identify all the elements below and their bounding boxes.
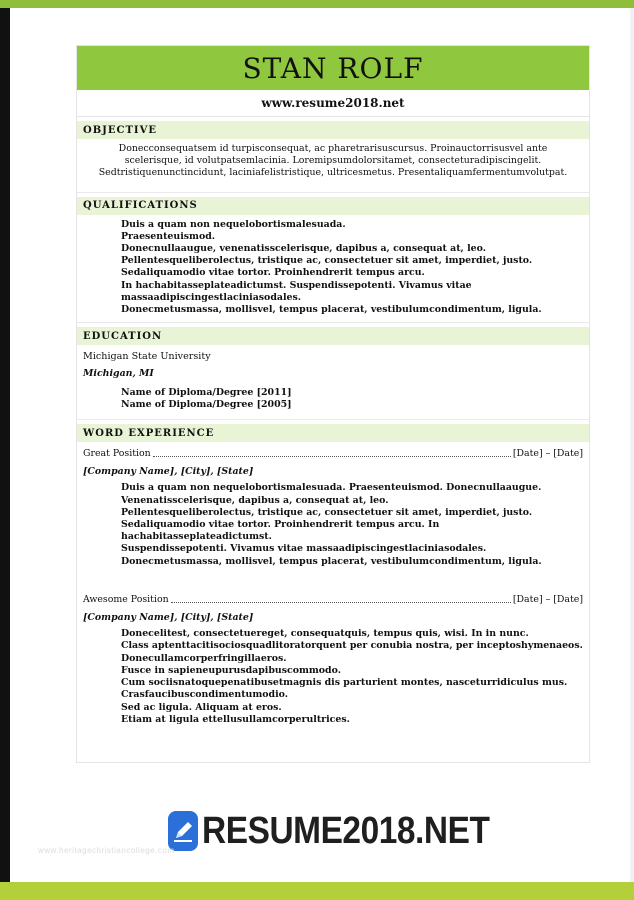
objective-line: scelerisque, id volutpatsemlacinia. Loremipsumdolorsitamet, consecteturadipiscingelit. [124,155,542,167]
education-body [77,345,589,420]
section-header-experience: WORD EXPERIENCE [77,424,589,442]
pen-icon [168,811,198,851]
duty-line: Duis a quam non nequelobortismalesuada. Praesenteuismod. Donecnullaaugue. [121,482,542,494]
job-company: [Company Name], [City], [State] [83,612,254,624]
watermark-text: www.heritagechristiancollege.com [38,846,175,855]
job-entry [77,442,589,568]
qualification-line: Pellentesqueliberolectus, tristique ac, consectetuer sit amet, imperdiet, justo. [121,255,533,267]
job-spacer [77,568,589,588]
section-header-education: EDUCATION [77,327,589,345]
duty-line: Venenatisscelerisque, dapibus a, consequat at, leo. [121,494,389,506]
job-duties [77,478,589,567]
name-header [77,46,589,90]
section-header-qualifications: QUALIFICATIONS [77,197,589,215]
resume-page [76,45,590,763]
candidate-name: STAN ROLF [242,51,424,85]
leader-dots [153,456,511,457]
objective-body [77,139,589,193]
duty-line: hachabitasseplateadictumst. [121,531,272,543]
qualification-line: Donecnullaaugue, venenatisscelerisque, dapibus a, consequat at, leo. [121,243,486,255]
frame-bottom-bar [0,882,634,900]
degree-item: Name of Diploma/Degree [2011] [121,386,292,398]
job-dates: [Date] – [Date] [512,448,583,460]
duty-line: Suspendissepotenti. Vivamus vitae massaadipiscingestlaciniasodales. [121,543,487,555]
qualification-line: Sedaliquamodio vitae tortor. Proinhendrerit tempus arcu. [121,267,425,279]
frame-right-bar [630,8,634,882]
duty-line: Cum sociisnatoquepenatibusetmagnis dis parturient montes, nasceturridiculus mus. [121,677,568,689]
section-header-objective: OBJECTIVE [77,121,589,139]
leader-dots [171,602,511,603]
frame-top-bar [0,0,634,8]
experience-body [77,442,589,726]
duty-line: Donecelitest, consectetuereget, consequatquis, tempus quis, wisi. In in nunc. [121,628,529,640]
duty-line: Donecullamcorperfringillaeros. [121,652,287,664]
school-name: Michigan State University [83,351,211,363]
qualification-line: Duis a quam non nequelobortismalesuada. [121,218,346,230]
job-duties [77,624,589,726]
job-title: Awesome Position [83,593,169,605]
job-title-line [77,594,589,606]
qualifications-body [77,215,589,324]
website-text[interactable]: www.resume2018.net [261,96,405,110]
duty-line: Pellentesqueliberolectus, tristique ac, consectetuer sit amet, imperdiet, justo. [121,506,533,518]
duty-line: Sed ac ligula. Aliquam at eros. [121,701,282,713]
qualification-line: Donecmetusmassa, mollisvel, tempus placerat, vestibulumcondimentum, ligula. [121,304,542,316]
qualification-line: In hachabitasseplateadictumst. Suspendissepotenti. Vivamus vitae [121,279,472,291]
duty-line: Etiam at ligula ettellusullamcorperultrices. [121,713,350,725]
brand-logo [168,808,508,854]
job-title: Great Position [83,448,151,460]
degree-list [77,381,589,411]
job-dates: [Date] – [Date] [512,593,583,605]
objective-line: Sedtristiquenunctincidunt, laciniafelistristique, ultricesmetus. Presentaliquamfermentumvolutpat. [98,167,568,179]
duty-line: Donecmetusmassa, mollisvel, tempus placerat, vestibulumcondimentum, ligula. [121,555,542,567]
duty-line: Fusce in sapieneupurusdapibuscommodo. [121,664,341,676]
job-company: [Company Name], [City], [State] [83,466,254,478]
duty-line: Sedaliquamodio vitae tortor. Proinhendrerit tempus arcu. In [121,519,440,531]
degree-item: Name of Diploma/Degree [2005] [121,398,292,410]
duty-line: Crasfaucibuscondimentumodio. [121,689,288,701]
website-line [77,90,589,117]
job-title-line [77,448,589,460]
objective-line: Donecconsequatsem id turpisconsequat, ac pharetrarisuscursus. Proinauctorrisusvel ante [118,143,548,154]
school-location: Michigan, MI [83,368,154,380]
job-entry [77,588,589,726]
duty-line: Class aptenttacitisociosquadlitoratorquent per conubia nostra, per inceptoshymenaeos. [121,640,583,652]
frame-left-bar [0,8,10,882]
qualification-line: Praesenteuismod. [121,230,216,242]
brand-text: RESUME2018.NET [202,809,490,852]
qualification-line: massaadipiscingestlaciniasodales. [121,291,302,303]
